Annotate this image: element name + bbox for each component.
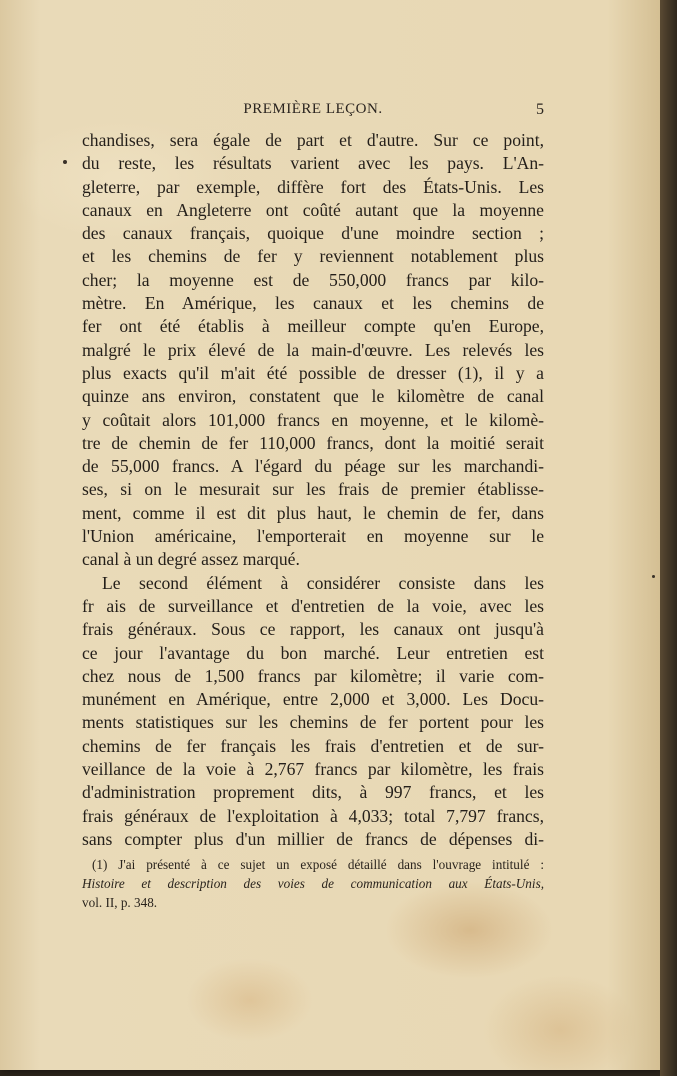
body-text <box>82 129 544 851</box>
text-line: de 55,000 francs. A l'égard du péage sur les marchandi- <box>82 456 544 477</box>
text-line: fer ont été établis à meilleur compte qu'en Europe, <box>82 316 544 337</box>
text-line: ment, comme il est dit plus haut, le chemin de fer, dans <box>82 502 544 523</box>
text-line: y coûtait alors 101,000 francs en moyenne, et le kilomè- <box>82 409 544 430</box>
text-line: fr ais de surveillance et d'entretien de la voie, avec les <box>82 595 544 616</box>
text-line: d'administration proprement dits, à 997 francs, et les <box>82 782 544 803</box>
text-line: canaux en Angleterre ont coûté autant que la moyenne <box>82 199 544 220</box>
text-line: chandises, sera égale de part et d'autre. Sur ce point, <box>82 130 544 150</box>
text-line: quinze ans environ, constatent que le kilomètre de canal <box>82 386 544 407</box>
text-line: veillance de la voie à 2,767 francs par kilomètre, les frais <box>82 759 544 780</box>
page-edge-shadow <box>660 0 677 1076</box>
footnote-line: (1) J'ai présenté à ce sujet un exposé détaillé dans l'ouvrage intitulé : <box>92 857 544 872</box>
text-line: frais généraux. Sous ce rapport, les canaux ont jusqu'à <box>82 619 544 640</box>
text-line: l'Union américaine, l'emporterait en moyenne sur le <box>82 526 544 547</box>
text-line: chemins de fer français les frais d'entretien et de sur- <box>82 735 544 756</box>
page-header <box>82 101 544 123</box>
text-line: ce jour l'avantage du bon marché. Leur entretien est <box>82 642 544 663</box>
ink-speck <box>63 160 67 164</box>
footnote <box>82 855 544 912</box>
text-line: munément en Amérique, entre 2,000 et 3,000. Les Docu- <box>82 689 544 710</box>
text-line: sans compter plus d'un millier de francs de dépenses di- <box>82 828 544 849</box>
text-line: canal à un degré assez marqué. <box>82 549 300 570</box>
text-line: ses, si on le mesurait sur les frais de premier établisse- <box>82 479 544 500</box>
text-line: des canaux français, quoique d'une moindre section ; <box>82 223 544 244</box>
page-number: 5 <box>536 101 544 118</box>
text-line: Le second élément à considérer consiste dans les <box>102 572 544 593</box>
footnote-line: vol. II, p. 348. <box>82 895 158 910</box>
footnote-line: Histoire et description des voies de communication aux États-Unis, <box>82 876 544 891</box>
text-line: plus exacts qu'il m'ait été possible de dresser (1), il y a <box>82 362 544 383</box>
text-line: ments statistiques sur les chemins de fer portent pour les <box>82 712 544 733</box>
text-line: tre de chemin de fer 110,000 francs, dont la moitié serait <box>82 432 544 453</box>
text-line: cher; la moyenne est de 550,000 francs par kilo- <box>82 269 544 290</box>
text-line: frais généraux de l'exploitation à 4,033; total 7,797 francs, <box>82 805 544 826</box>
ink-speck <box>652 575 655 578</box>
text-line: et les chemins de fer y reviennent notablement plus <box>82 246 544 267</box>
text-line: malgré le prix élevé de la main-d'œuvre. Les relevés les <box>82 339 544 360</box>
text-line: gleterre, par exemple, diffère fort des États-Unis. Les <box>82 176 544 197</box>
running-title: PREMIÈRE LEÇON. <box>243 101 383 117</box>
text-line: du reste, les résultats varient avec les pays. L'An- <box>82 153 544 174</box>
text-line: mètre. En Amérique, les canaux et les chemins de <box>82 293 544 314</box>
text-line: chez nous de 1,500 francs par kilomètre; il varie com- <box>82 665 544 686</box>
